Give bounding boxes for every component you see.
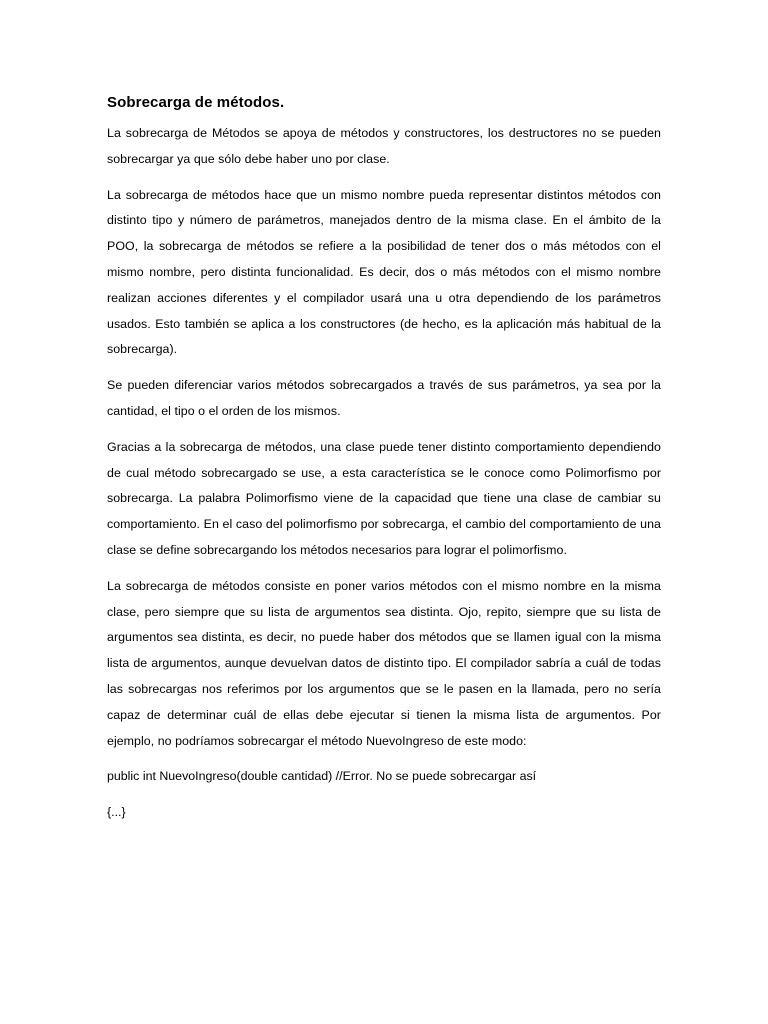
paragraph-overloading-intro: La sobrecarga de Métodos se apoya de métodos y constructores, los destructores no se pueden sobrecargar ya que sólo debe haber uno por clase. <box>107 126 661 166</box>
code-example-body: {...} <box>107 805 126 820</box>
paragraph-differentiation: Se pueden diferenciar varios métodos sobrecargados a través de sus parámetros, ya sea por la cantidad, el tipo o el orden de los mismos. <box>107 378 661 418</box>
document-title: Sobrecarga de métodos. <box>107 94 285 111</box>
paragraph-overloading-definition: La sobrecarga de métodos hace que un mismo nombre pueda representar distintos métodos con distinto tipo y número de parámetros, manejados dentro de la misma clase. En el ámbito de la POO, la sobrecarga de métodos se refiere a la posibilidad de tener dos o más métodos con el mismo nombre, pero distinta funcionalidad. Es decir, dos o más métodos con el mismo nombre realizan acciones diferentes y el compilador usará una u otra dependiendo de los parámetros usados. Esto también se aplica a los constructores (de hecho, es la aplicación más habitual de la sobrecarga). <box>107 187 661 357</box>
paragraph-polymorphism: Gracias a la sobrecarga de métodos, una clase puede tener distinto comportamiento dependiendo de cual método sobrecargado se use, a esta característica se le conoce como Polimorfismo por sobrecarga. La palabra Polimorfismo viene de la capacidad que tiene una clase de cambiar su comportamiento. En el caso del polimorfismo por sobrecarga, el cambio del comportamiento de una clase se define sobrecargando los métodos necesarios para lograr el polimorfismo. <box>107 439 661 557</box>
paragraph-argument-lists: La sobrecarga de métodos consiste en poner varios métodos con el mismo nombre en la misma clase, pero siempre que su lista de argumentos sea distinta. Ojo, repito, siempre que su lista de argumentos sea distinta, es decir, no puede haber dos métodos que se llamen igual con la misma lista de argumentos, aunque devuelvan datos de distinto tipo. El compilador sabría a cuál de todas las sobrecargas nos referimos por los argumentos que se le pasen en la llamada, pero no sería capaz de determinar cuál de ellas debe ejecutar si tienen la misma lista de argumentos. Por ejemplo, no podríamos sobrecargar el método NuevoIngreso de este modo: <box>107 578 661 748</box>
code-example-signature: public int NuevoIngreso(double cantidad) //Error. No se puede sobrecargar así <box>107 769 537 784</box>
